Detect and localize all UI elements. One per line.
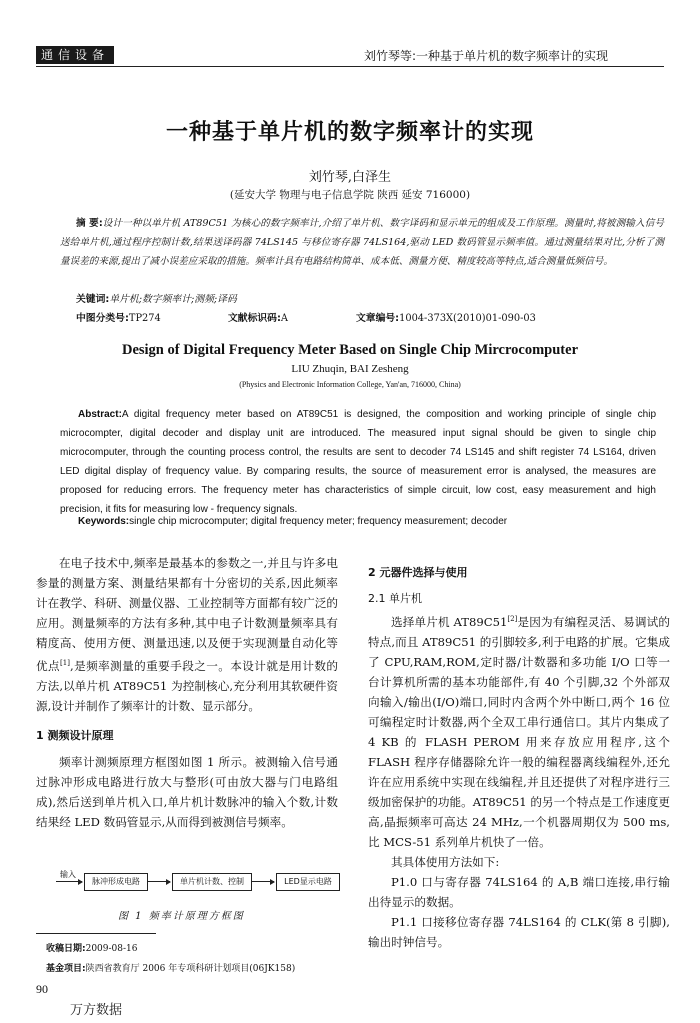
figure-1-caption: 图 1 频率计原理方框图 (118, 911, 245, 922)
p10-paragraph: P1.0 口与寄存器 74LS164 的 A,B 端口连接,串行输出待显示的数据。 (368, 874, 670, 909)
arrow-1 (148, 881, 170, 882)
arrow-2 (252, 881, 274, 882)
received-date (46, 941, 138, 954)
keywords-en-text: single chip microcomputer; digital frequency meter; frequency measurement; decoder (129, 516, 508, 527)
doc-code (228, 310, 288, 324)
figure-input-label: 输入 (60, 870, 76, 879)
article-value: 1004-373X(2010)01-090-03 (399, 313, 536, 324)
header-divider (36, 66, 664, 67)
subsection-2-1-heading: 2.1 单片机 (368, 592, 422, 605)
section-1-heading: 1 测频设计原理 (36, 728, 114, 742)
pulse-shaping-box: 脉冲形成电路 (84, 873, 148, 891)
keywords-en-label: Keywords: (78, 516, 130, 527)
mcu-paragraph: 选择单片机 AT89C51[2]是因为有编程灵活、易调试的特点,而且 AT89C51 的引脚较多,利于电路的扩展。它集成了 CPU,RAM,ROM,定时器/计数器和多功能 I/O 口等一台计算机所需的基本功能部件,有 40 个引脚,32 个外部双向输入/输出(I/O)端口,同时内含两个外中断口,两个 16 位可编程定时计数器,两个全双工串行通信口。其片内集成了 4 KB 的 FLASH PEROM 用来存放应用程序,这个 FLASH 程序存储器除允许一般的编程器离线编程外,还允许在应用系统中实现在线编程,并且还提供了对程序进行三级加密保护的功能。AT89C51 的另一个特点是工作速度更高,晶振频率可高达 24 MHz,一个机器周期仅为 500 ms,比 MCS-51 系列单片机快了一倍。 (368, 614, 670, 849)
right-column (368, 553, 670, 952)
left-column (36, 553, 338, 832)
abstract-en-label: Abstract: (78, 409, 122, 420)
page-number: 90 (36, 982, 48, 996)
abstract-cn-label: 摘 要: (76, 218, 103, 229)
figure-1-block-diagram (56, 870, 346, 891)
received-label: 收稿日期: (46, 944, 86, 954)
received-value: 2009-08-16 (85, 944, 138, 954)
abstract-cn (60, 214, 664, 271)
keywords-en (78, 516, 507, 527)
led-display-box: LED显示电路 (276, 873, 340, 891)
p11-paragraph: P1.1 口接移位寄存器 74LS164 的 CLK(第 8 引脚),输出时钟信号。 (368, 914, 670, 949)
english-affiliation: (Physics and Electronic Information College, Yan'an, 716000, China) (239, 380, 461, 389)
citation-ref-1: [1] (60, 659, 70, 667)
citation-ref-2: [2] (507, 615, 518, 623)
clc-number (76, 310, 161, 324)
abstract-en-text: A digital frequency meter based on AT89C51 is designed, the composition and working principle of single chip microcompter, digital decoder and display unit are introduced. The measured input signal should be given to single chip microcomputer, through the counting process control, the results are sent to decoder 74 LS145 and shift register 74 LS164, driven LED digital display of frequency value. By comparing results, the source of measurement error is analysed, the measures are proposed for reducing errors. The frequency meter has characteristics of simple circuit, low cost, easy measurement and high precision, it fits for measuring low - frequency signals. (60, 409, 656, 515)
article-number (356, 310, 536, 324)
mcu-count-box: 单片机计数、控制 (172, 873, 252, 891)
fund-note (46, 961, 295, 974)
fund-label: 基金项目: (46, 964, 86, 974)
affiliation: (延安大学 物理与电子信息学院 陕西 延安 716000) (229, 189, 471, 201)
article-label: 文章编号: (356, 313, 400, 324)
intro-paragraph: 在电子技术中,频率是最基本的参数之一,并且与许多电参量的测量方案、测量结果都有十分密切的关系,因此频率计在教学、科研、测量仪器、工业控制等方面都有较广泛的应用。测量频率的方法有多种,其中电子计数测量频率具有精度高、使用方便、测量迅速,以及便于实现测量自动化等优点[1],是频率测量的重要手段之一。本设计就是用计数的方法,以单片机 AT89C51 为控制核心,充分利用其软硬件资源,设计并制作了频率计的计数、显示部分。 (36, 556, 338, 713)
footnote-divider (36, 933, 156, 934)
doc-label: 文献标识码: (228, 313, 281, 324)
keywords-cn (76, 291, 237, 305)
keywords-cn-text: 单片机;数字频率计;测频;译码 (109, 294, 237, 305)
doc-value: A (280, 313, 288, 324)
abstract-cn-text: 设计一种以单片机 AT89C51 为核心的数字频率计,介绍了单片机、数字译码和显示单元的组成及工作原理。测量时,将被测输入信号送给单片机,通过程序控制计数,结果送译码器 74LS145 与移位寄存器 74LS164,驱动 LED 数码管显示频率值。通过测量结果对比,分析了测量误差的来源,提出了减小误差应采取的措施。频率计具有电路结构简单、成本低、测量方便、精度较高等特点,适合测量低频信号。 (60, 218, 664, 267)
keywords-cn-label: 关键词: (76, 294, 110, 305)
abstract-en (60, 405, 656, 519)
paper-title: 一种基于单片机的数字频率计的实现 (165, 120, 534, 145)
arrow-input (56, 881, 82, 882)
english-title: Design of Digital Frequency Meter Based on Single Chip Mircrocomputer (121, 342, 579, 358)
journal-section-tag: 通信设备 (36, 46, 114, 64)
watermark: 万方数据 (70, 1003, 123, 1018)
authors: 刘竹琴,白泽生 (308, 170, 392, 185)
clc-label: 中图分类号: (76, 313, 129, 324)
running-title: 刘竹琴等:一种基于单片机的数字频率计的实现 (363, 49, 608, 63)
clc-value: TP274 (128, 313, 161, 324)
fund-value: 陕西省教育厅 2006 年专项科研计划项目(06JK158) (85, 964, 296, 974)
english-authors: LIU Zhuqin, BAI Zesheng (291, 363, 409, 375)
usage-paragraph: 其具体使用方法如下: (391, 854, 500, 869)
section-1-paragraph: 频率计测频原理方框图如图 1 所示。被测输入信号通过脉冲形成电路进行放大与整形(可由放大器与门电路组成),然后送到单片机入口,单片机计数脉冲的输入个数,计数结果经 LED 数码管显示,从而得到被测信号频率。 (36, 754, 338, 829)
section-2-heading: 2 元器件选择与使用 (368, 566, 468, 579)
